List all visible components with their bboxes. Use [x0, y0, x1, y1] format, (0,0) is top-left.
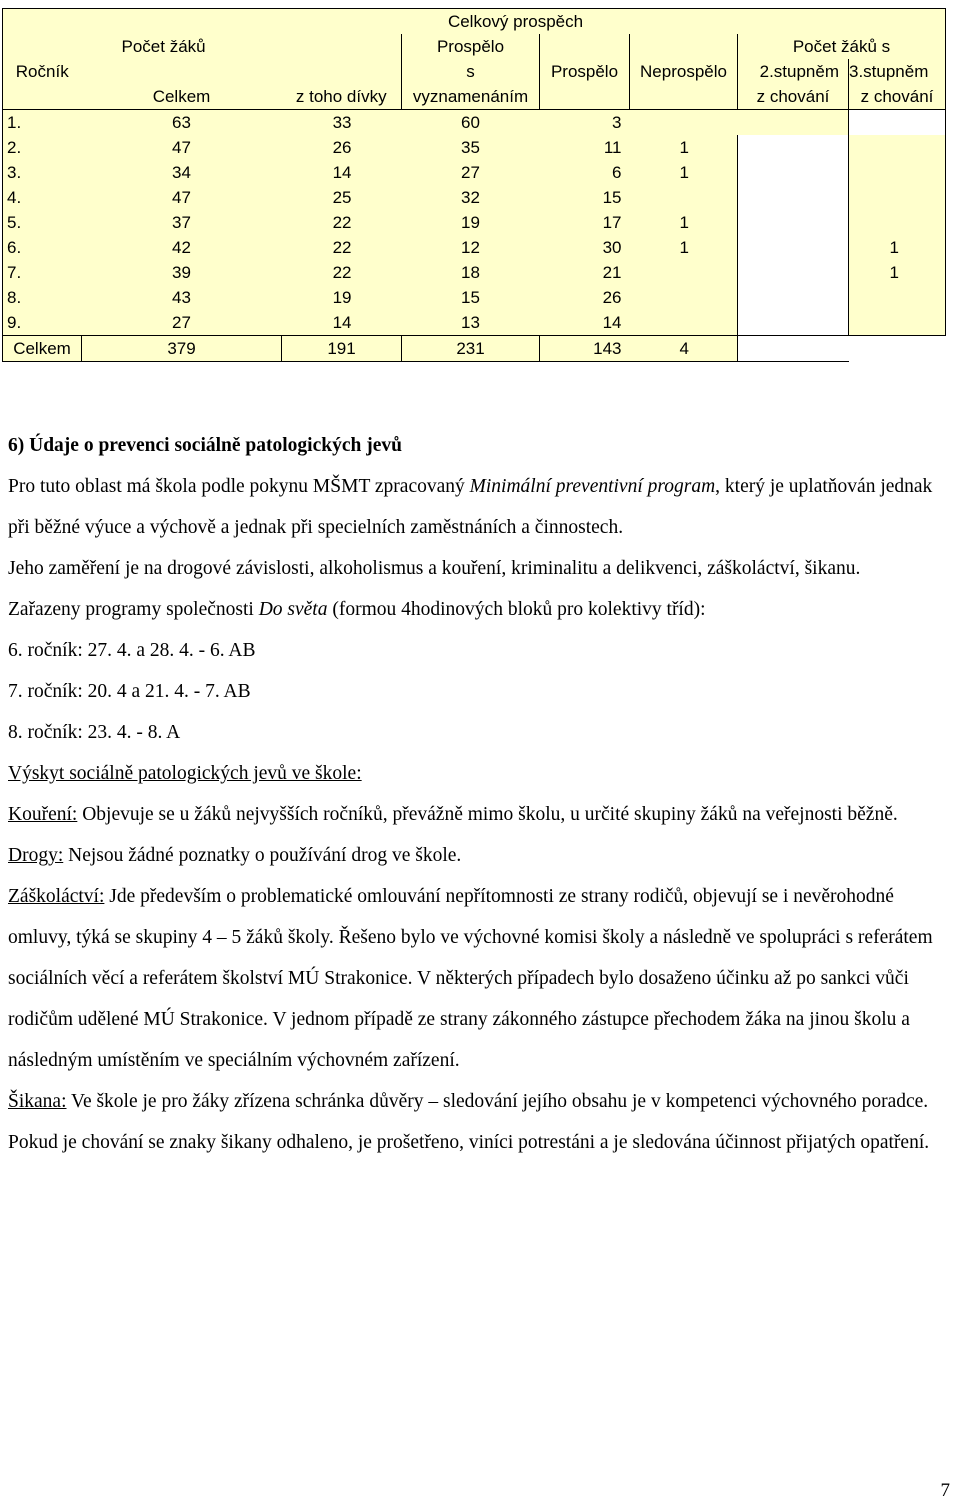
cell-stupen2 [738, 310, 849, 336]
text-run: Pro tuto oblast má škola podle pokynu MŠMT zpracovaný [8, 476, 470, 497]
cell-celkem: 39 [82, 260, 282, 285]
paragraph-programs [8, 589, 958, 630]
cell-prospelo: 14 [540, 310, 630, 336]
cell-prospelo: 15 [540, 185, 630, 210]
cell-stupen3: 1 [849, 235, 946, 260]
cell-stupen2 [738, 235, 849, 260]
cell-celkem: 34 [82, 160, 282, 185]
smoking-label: Kouření: [8, 804, 78, 825]
cell-rocnik: 3. [3, 160, 82, 185]
cell-celkem: 63 [82, 110, 282, 136]
text-run: Zařazeny programy společnosti [8, 599, 259, 620]
cell-celkem: 27 [82, 310, 282, 336]
paragraph-smoking [8, 794, 958, 835]
header-rocnik: Ročník [3, 59, 82, 84]
table-row [3, 110, 946, 136]
cell-stupen2 [738, 210, 849, 235]
cell-celkem: 42 [82, 235, 282, 260]
cell-prospelo: 11 [540, 135, 630, 160]
occurrence-heading: Výskyt sociálně patologických jevů ve škole: [8, 763, 362, 784]
table-row [3, 160, 946, 185]
cell-neprospelo [630, 285, 738, 310]
cell-stupen3 [849, 135, 946, 160]
cell-vyzn: 18 [402, 260, 540, 285]
cell-prospelo: 30 [540, 235, 630, 260]
header-pocet-zaku: Počet žáků [82, 34, 402, 59]
cell-rocnik: 1. [3, 110, 82, 136]
cell-rocnik: Celkem [3, 336, 82, 362]
cell-divky: 191 [282, 336, 402, 362]
cell-stupen3 [849, 310, 946, 336]
truancy-label: Záškoláctví: [8, 886, 105, 907]
cell-stupen3 [849, 285, 946, 310]
paragraph-focus: Jeho zaměření je na drogové závislosti, alkoholismus a kouření, kriminalitu a delikvenci, záškoláctví, šikanu. [8, 558, 861, 579]
cell-neprospelo: 4 [630, 336, 738, 362]
cell-rocnik: 2. [3, 135, 82, 160]
cell-neprospelo: 1 [630, 135, 738, 160]
table-total-row [3, 336, 946, 362]
table-title: Celkový prospěch [402, 9, 630, 35]
cell-vyzn: 12 [402, 235, 540, 260]
cell-prospelo: 17 [540, 210, 630, 235]
cell-rocnik: 9. [3, 310, 82, 336]
cell-rocnik: 4. [3, 185, 82, 210]
cell-neprospelo [630, 110, 738, 136]
cell-vyzn: 13 [402, 310, 540, 336]
header-prospelo-s-line1: Prospělo [402, 34, 540, 59]
header-divky: z toho dívky [282, 84, 402, 110]
cell-stupen3 [849, 110, 946, 136]
drugs-label: Drogy: [8, 845, 64, 866]
paragraph-program [8, 466, 958, 548]
cell-rocnik: 6. [3, 235, 82, 260]
cell-celkem: 43 [82, 285, 282, 310]
table-row [3, 285, 946, 310]
cell-divky: 33 [282, 110, 402, 136]
header-celkem: Celkem [82, 84, 282, 110]
header-prospelo-s-line3: vyznamenáním [402, 84, 540, 110]
text-run: Objevuje se u žáků nejvyšších ročníků, převážně mimo školu, u určité skupiny žáků na veřejnosti běžně. [77, 804, 898, 825]
cell-stupen2 [738, 135, 849, 160]
table-row [3, 135, 946, 160]
header-prospelo-s-line2: s [402, 59, 540, 84]
schedule-line: 7. ročník: 20. 4 a 21. 4. - 7. AB [8, 681, 251, 702]
header-neprospelo: Neprospělo [630, 59, 738, 84]
cell-divky: 26 [282, 135, 402, 160]
schedule-line: 6. ročník: 27. 4. a 28. 4. - 6. AB [8, 640, 256, 661]
cell-neprospelo [630, 260, 738, 285]
page-number: 7 [940, 1480, 950, 1501]
cell-vyzn: 60 [402, 110, 540, 136]
cell-neprospelo: 1 [630, 160, 738, 185]
cell-divky: 19 [282, 285, 402, 310]
cell-stupen3 [849, 336, 946, 362]
cell-celkem: 379 [82, 336, 282, 362]
cell-rocnik: 8. [3, 285, 82, 310]
cell-rocnik: 7. [3, 260, 82, 285]
cell-stupen2 [738, 285, 849, 310]
text-run: , který je uplatňován jednak při běžné výuce a výchově a jednak při specielních zaměstnáních a činnostech. [8, 476, 933, 538]
cell-stupen2 [738, 110, 849, 136]
cell-vyzn: 27 [402, 160, 540, 185]
cell-divky: 22 [282, 210, 402, 235]
cell-stupen2 [738, 185, 849, 210]
cell-divky: 22 [282, 235, 402, 260]
cell-stupen3 [849, 185, 946, 210]
cell-stupen3 [849, 160, 946, 185]
cell-stupen2 [738, 336, 849, 362]
table-row [3, 185, 946, 210]
cell-celkem: 37 [82, 210, 282, 235]
cell-vyzn: 231 [402, 336, 540, 362]
cell-rocnik: 5. [3, 210, 82, 235]
text-run: (formou 4hodinových bloků pro kolektivy tříd): [327, 599, 706, 620]
paragraph-drugs [8, 835, 958, 876]
cell-prospelo: 6 [540, 160, 630, 185]
organization-name: Do světa [258, 599, 328, 620]
cell-prospelo: 143 [540, 336, 630, 362]
program-name: Minimální preventivní program [469, 476, 716, 497]
results-table [2, 8, 946, 362]
cell-vyzn: 32 [402, 185, 540, 210]
cell-divky: 14 [282, 310, 402, 336]
cell-stupen2 [738, 260, 849, 285]
prevention-section [8, 425, 958, 1163]
table-row [3, 235, 946, 260]
cell-vyzn: 15 [402, 285, 540, 310]
header-prospelo: Prospělo [540, 59, 630, 84]
schedule-line: 8. ročník: 23. 4. - 8. A [8, 722, 181, 743]
cell-neprospelo: 1 [630, 210, 738, 235]
cell-stupen2 [738, 160, 849, 185]
header-stupen-2: 2.stupněm [738, 59, 849, 84]
table-row [3, 310, 946, 336]
paragraph-truancy [8, 876, 958, 1081]
paragraph-bullying [8, 1081, 958, 1163]
cell-neprospelo [630, 185, 738, 210]
cell-divky: 25 [282, 185, 402, 210]
cell-stupen3: 1 [849, 260, 946, 285]
cell-neprospelo [630, 310, 738, 336]
cell-celkem: 47 [82, 135, 282, 160]
header-z-chovani-2: z chování [738, 84, 849, 110]
bullying-label: Šikana: [8, 1091, 67, 1112]
cell-vyzn: 19 [402, 210, 540, 235]
text-run: Nejsou žádné poznatky o používání drog ve škole. [63, 845, 462, 866]
section-heading: 6) Údaje o prevenci sociálně patologických jevů [8, 435, 402, 456]
cell-neprospelo: 1 [630, 235, 738, 260]
header-z-chovani-3: z chování [849, 84, 946, 110]
cell-prospelo: 26 [540, 285, 630, 310]
cell-stupen3 [849, 210, 946, 235]
table-row [3, 210, 946, 235]
text-run: Ve škole je pro žáky zřízena schránka důvěry – sledování jejího obsahu je v kompetenci výchovného poradce. Pokud je chování se znaky šikany odhaleno, je prošetřeno, viníci potrestáni a je sledována účinnost přijatých opatření. [8, 1091, 930, 1153]
header-stupen-3: 3.stupněm [849, 59, 946, 84]
header-pocet-zaku-s: Počet žáků s [738, 34, 946, 59]
cell-prospelo: 21 [540, 260, 630, 285]
table-row [3, 260, 946, 285]
cell-prospelo: 3 [540, 110, 630, 136]
text-run: Jde především o problematické omlouvání nepřítomnosti ze strany rodičů, objevují se i nevěrohodné omluvy, týká se skupiny 4 – 5 žáků školy. Řešeno bylo ve výchovné komisi školy a následně ve spolupráci s referátem sociálních věcí a referátem školství MÚ Strakonice. V některých případech bylo dosaženo účinku až po sankci vůči rodičům udělené MÚ Strakonice. V jednom případě ze strany zákonného zástupce přechodem žáka na jinou školu a následným umístěním ve speciálním výchovném zařízení. [8, 886, 933, 1071]
cell-divky: 14 [282, 160, 402, 185]
cell-celkem: 47 [82, 185, 282, 210]
cell-vyzn: 35 [402, 135, 540, 160]
cell-divky: 22 [282, 260, 402, 285]
